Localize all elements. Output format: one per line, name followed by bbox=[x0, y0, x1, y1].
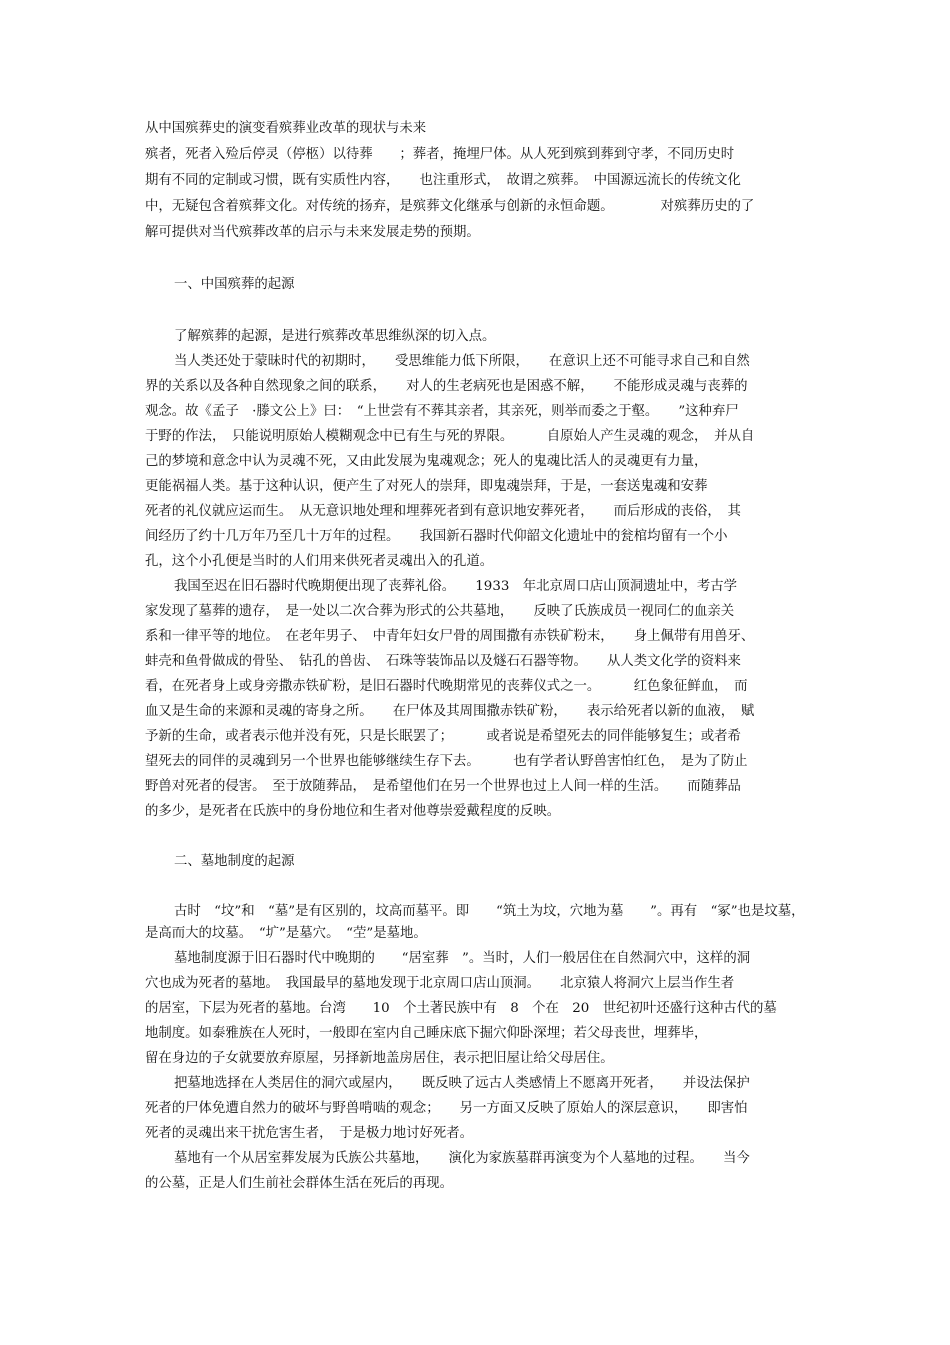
text-line: 殡者，死者入殓后停灵（停柩）以待葬 ；葬者，掩埋尸体。从人死到殡到葬到守孝，不同历史时 bbox=[145, 147, 735, 162]
text-line: 血又是生命的来源和灵魂的寄身之所。 在尸体及其周围撒赤铁矿粉， 表示给死者以新的血液， 赋 bbox=[145, 704, 755, 719]
text-line: 望死去的同伴的灵魂到另一个世界也能够继续生存下去。 也有学者认野兽害怕红色， 是为了防止 bbox=[145, 754, 748, 769]
text-line: 死者的尸体免遭自然力的破坏与野兽啃啮的观念； 另一方面又反映了原始人的深层意识， 即害怕 bbox=[145, 1101, 748, 1116]
text-line: 孔，这个小孔便是当时的人们用来供死者灵魂出入的孔道。 bbox=[145, 554, 494, 569]
text-line: 的居室，下层为死者的墓地。台湾 10 个土著民族中有 8 个在 20 世纪初叶还盛行这种古代的墓 bbox=[145, 1001, 777, 1016]
text-line: 死者的灵魂出来干扰危害生者， 于是极力地讨好死者。 bbox=[145, 1126, 474, 1141]
text-line: 的公墓，正是人们生前社会群体生活在死后的再现。 bbox=[145, 1176, 453, 1191]
text-line: 己的梦境和意念中认为灵魂不死，又由此发展为鬼魂观念；死人的鬼魂比活人的灵魂更有力量， bbox=[145, 454, 708, 469]
text-line: 期有不同的定制或习惯，既有实质性内容， 也注重形式， 故谓之殡葬。 中国源远流长的传统文化 bbox=[145, 173, 741, 188]
text-line: 家发现了墓葬的遗存， 是一处以二次合葬为形式的公共墓地， 反映了氏族成员一视同仁的血亲关 bbox=[145, 604, 735, 619]
text-line: 了解殡葬的起源，是进行殡葬改革思维纵深的切入点。 bbox=[174, 329, 496, 344]
text-line: 中，无疑包含着殡葬文化。对传统的扬弃，是殡葬文化继承与创新的永恒命题。 对殡葬历史的了 bbox=[145, 199, 755, 214]
text-line: 古时 “坟”和 “墓”是有区别的，坟高而墓平。即 “筑土为坟，穴地为墓 ”。再有 “冢”也是坟墓， bbox=[174, 904, 805, 919]
text-line: 我国至迟在旧石器时代晚期便出现了丧葬礼俗。 1933 年北京周口店山顶洞遗址中，考古学 bbox=[174, 579, 738, 594]
text-line: 于野的作法， 只能说明原始人模糊观念中已有生与死的界限。 自原始人产生灵魂的观念， 并从自 bbox=[145, 429, 755, 444]
text-line: 更能祸福人类。基于这种认识，便产生了对死人的崇拜，即鬼魂崇拜，于是，一套送鬼魂和安葬 bbox=[145, 479, 708, 494]
text-line: 观念。故《孟子 ·滕文公上》曰： “上世尝有不葬其亲者，其亲死，则举而委之于壑。 ”这种弃尸 bbox=[145, 404, 739, 419]
text-line: 死者的礼仪就应运而生。 从无意识地处理和埋葬死者到有意识地安葬死者， 而后形成的丧俗， 其 bbox=[145, 504, 741, 519]
document-title: 从中国殡葬史的演变看殡葬业改革的现状与未来 bbox=[145, 121, 427, 136]
text-line: 留在身边的子女就要放弃原屋，另择新地盖房居住，表示把旧屋让给父母居住。 bbox=[145, 1051, 614, 1066]
text-line: 界的关系以及各种自然现象之间的联系， 对人的生老病死也是困惑不解， 不能形成灵魂与丧葬的 bbox=[145, 379, 748, 394]
text-line: 系和一律平等的地位。 在老年男子、 中青年妇女尸骨的周围撒有赤铁矿粉末， 身上佩带有用兽牙、 bbox=[145, 629, 755, 644]
text-line: 是高而大的坟墓。 “圹”是墓穴。 “茔”是墓地。 bbox=[145, 926, 427, 941]
text-line: 地制度。如泰雅族在人死时，一般即在室内自己睡床底下掘穴仰卧深埋；若父母丧世，埋葬毕， bbox=[145, 1026, 708, 1041]
text-line: 的多少，是死者在氏族中的身份地位和生者对他尊崇爱戴程度的反映。 bbox=[145, 804, 561, 819]
section-heading: 一、中国殡葬的起源 bbox=[174, 277, 295, 292]
text-line: 墓地有一个从居室葬发展为氏族公共墓地， 演化为家族墓群再演变为个人墓地的过程。 当今 bbox=[174, 1151, 750, 1166]
text-line: 当人类还处于蒙昧时代的初期时， 受思维能力低下所限， 在意识上还不可能寻求自己和自然 bbox=[174, 354, 750, 369]
text-line: 解可提供对当代殡葬改革的启示与未来发展走势的预期。 bbox=[145, 225, 480, 240]
section-heading: 二、墓地制度的起源 bbox=[174, 854, 295, 869]
text-line: 把墓地选择在人类居住的洞穴或屋内， 既反映了远古人类感情上不愿离开死者， 并设法保护 bbox=[174, 1076, 750, 1091]
text-line: 间经历了约十几万年乃至几十万年的过程。 我国新石器时代仰韶文化遗址中的瓮棺均留有一个小 bbox=[145, 529, 728, 544]
text-line: 蚌壳和鱼骨做成的骨坠、 钻孔的兽齿、 石珠等装饰品以及燧石石器等物。 从人类文化学的资料来 bbox=[145, 654, 741, 669]
text-line: 予新的生命，或者表示他并没有死，只是长眠罢了； 或者说是希望死去的同伴能够复生；或者希 bbox=[145, 729, 741, 744]
text-line: 穴也成为死者的墓地。 我国最早的墓地发现于北京周口店山顶洞。 北京猿人将洞穴上层当作生者 bbox=[145, 976, 735, 991]
text-line: 墓地制度源于旧石器时代中晚期的 “居室葬 ”。当时，人们一般居住在自然洞穴中，这样的洞 bbox=[174, 951, 751, 966]
text-line: 看，在死者身上或身旁撒赤铁矿粉，是旧石器时代晚期常见的丧葬仪式之一。 红色象征鲜血， 而 bbox=[145, 679, 748, 694]
text-line: 野兽对死者的侵害。 至于放随葬品， 是希望他们在另一个世界也过上人间一样的生活。 而随葬品 bbox=[145, 779, 741, 794]
